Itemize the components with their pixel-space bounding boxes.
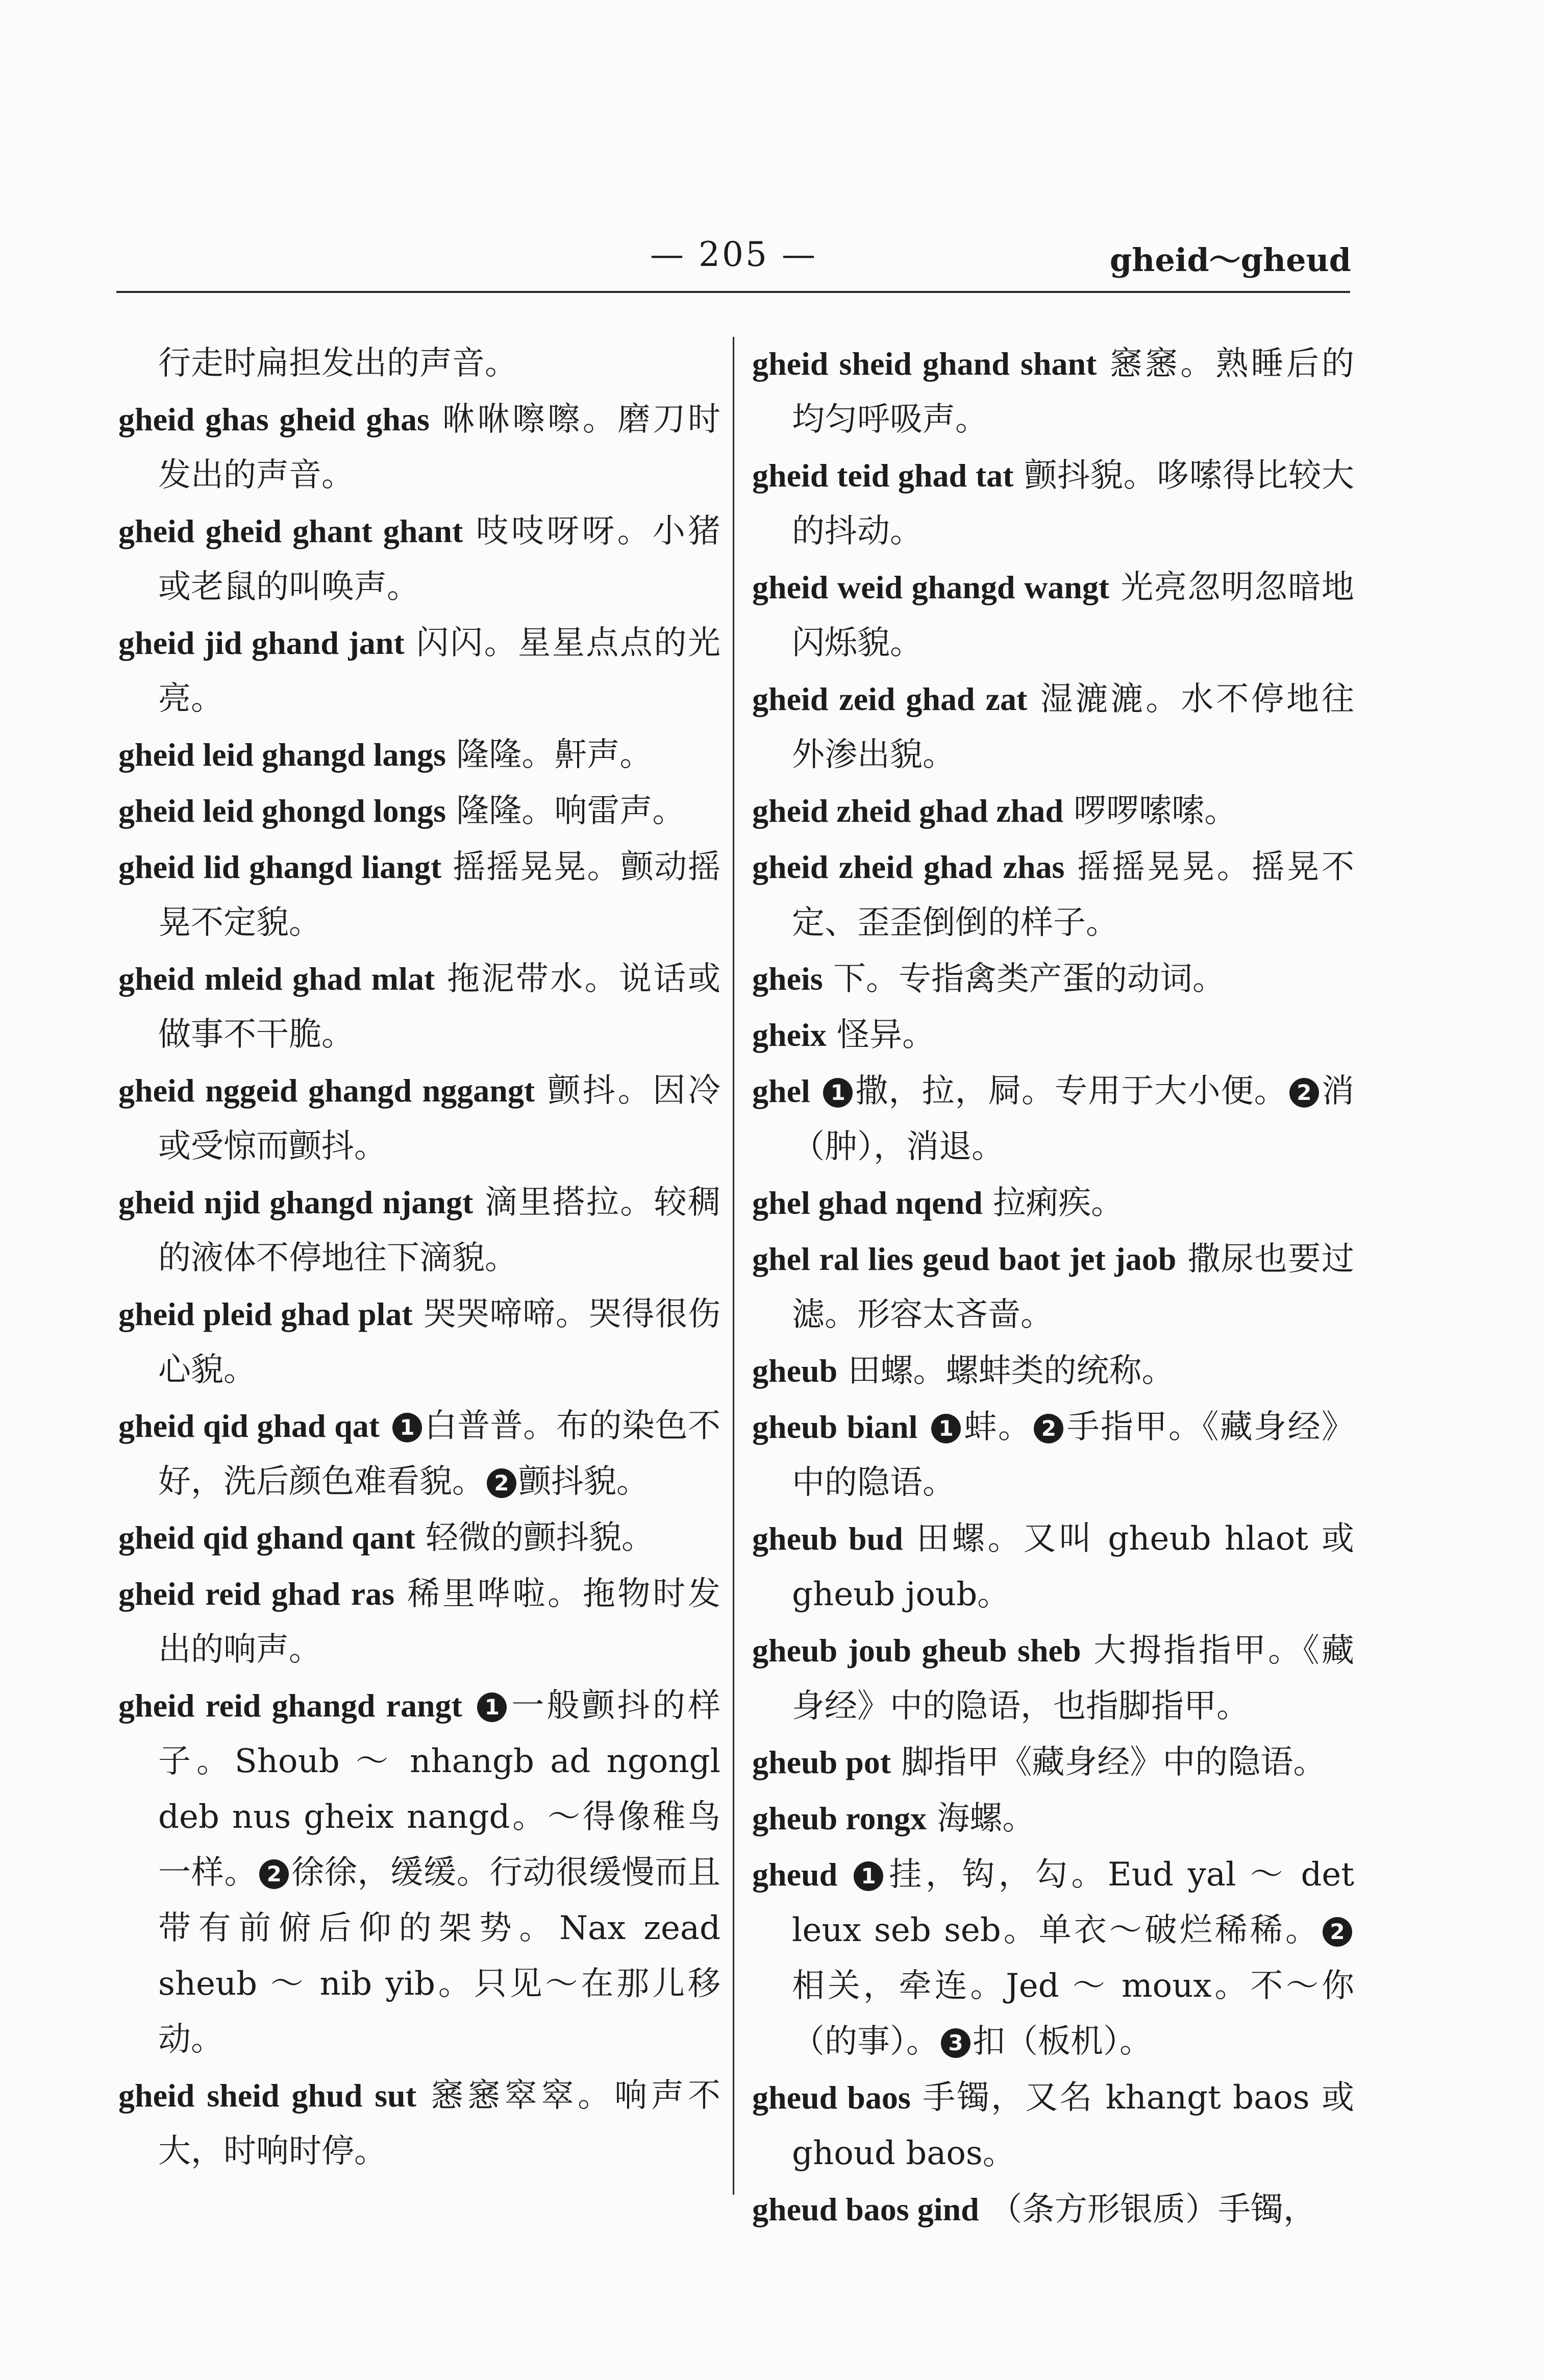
entry-definition: 隆隆。响雷声。 [456, 792, 685, 830]
entry-definition: 海螺。 [937, 1800, 1035, 1837]
dictionary-entry [752, 448, 1354, 559]
entry-headword: ghel [752, 1073, 810, 1109]
dictionary-entry [118, 503, 720, 615]
entry-headword: gheid reid ghad ras [118, 1576, 395, 1612]
entry-headword: gheid mleid ghad mlat [118, 961, 435, 997]
left-column [118, 336, 720, 2255]
entry-headword: gheid sheid ghud sut [118, 2077, 417, 2114]
page-number: — 205 — [650, 235, 817, 274]
entry-definition: 哭哭啼啼。哭得很伤心貌。 [158, 1295, 720, 1389]
entry-definition: 窸窸窣窣。响声不大，时响时停。 [158, 2077, 720, 2170]
right-column [752, 336, 1354, 2255]
entry-definition: 拉痢疾。 [993, 1184, 1124, 1222]
entry-headword: gheid sheid ghand shant [752, 346, 1097, 382]
column-divider [733, 337, 734, 2195]
entry-definition: 下。专指禽类产蛋的动词。 [833, 960, 1226, 998]
entry-definition: 拖泥带水。说话或做事不干脆。 [158, 960, 720, 1053]
entry-definition: 大拇指指甲。《藏身经》中的隐语，也指脚指甲。 [792, 1632, 1354, 1725]
entry-headword: gheud [752, 1856, 838, 1893]
dictionary-entry [118, 839, 720, 951]
sense-number-badge: 1 [931, 1414, 961, 1443]
entry-definition: 摇摇晃晃。颤动摇晃不定貌。 [158, 848, 720, 942]
entry-headword: ghel ral lies geud baot jet jaob [752, 1241, 1177, 1277]
dictionary-entry [118, 1510, 720, 1566]
dictionary-entry [752, 951, 1354, 1007]
dictionary-entry [118, 336, 720, 391]
entry-definition: 窸窸。熟睡后的均匀呼吸声。 [792, 345, 1354, 438]
entry-headword: gheub joub gheub sheb [752, 1632, 1081, 1669]
entry-headword: gheid leid ghangd langs [118, 737, 446, 773]
sense-number-badge: 2 [259, 1859, 289, 1889]
entry-definition: 闪闪。星星点点的光亮。 [158, 624, 720, 718]
entry-headword: gheid pleid ghad plat [118, 1296, 413, 1332]
dictionary-entry [118, 1286, 720, 1398]
entry-definition: 颤抖。因冷或受惊而颤抖。 [158, 1072, 720, 1165]
dictionary-entry [752, 1007, 1354, 1063]
sense-number-badge: 1 [477, 1692, 507, 1722]
entry-headword: gheid njid ghangd njangt [118, 1184, 474, 1220]
sense-definition: 白普普。布的染色不好，洗后颜色难看貌。 [158, 1407, 720, 1501]
entry-headword: gheid qid ghand qant [118, 1519, 415, 1556]
sense-definition: 相关，牵连。Jed ～ moux。不～你（的事）。 [792, 1967, 1354, 2060]
entry-headword: gheud baos [752, 2079, 911, 2116]
entry-headword: gheub bud [752, 1520, 903, 1557]
entry-headword: gheub rongx [752, 1800, 927, 1836]
dictionary-entry [752, 671, 1354, 783]
dictionary-entry [118, 615, 720, 727]
sense-number-badge: 1 [392, 1413, 422, 1442]
entry-headword: ghel ghad nqend [752, 1185, 983, 1221]
dictionary-entry [752, 839, 1354, 951]
sense-definition: 挂，钩，勾。Eud yal ～ det leux seb seb。单衣～破烂稀稀。 [792, 1856, 1354, 1949]
dictionary-entry [118, 391, 720, 503]
entry-headword: gheid zeid ghad zat [752, 681, 1028, 717]
sense-number-badge: 2 [487, 1468, 516, 1498]
dictionary-entry [118, 2068, 720, 2179]
sense-definition: 手指甲。《藏身经》中的隐语。 [792, 1408, 1354, 1502]
sense-definition: 消（肿），消退。 [792, 1072, 1354, 1166]
entry-headword: gheid ghas gheid ghas [118, 401, 430, 437]
dictionary-entry [118, 951, 720, 1063]
entry-definition: （条方形银质）手镯， [989, 2191, 1316, 2228]
dictionary-entry [752, 1623, 1354, 1734]
dictionary-entry [118, 1063, 720, 1174]
dictionary-entry [752, 336, 1354, 448]
entry-definition: 撒尿也要过滤。形容太吝啬。 [792, 1240, 1354, 1334]
dictionary-entry [752, 1399, 1354, 1511]
sense-definition: 一般颤抖的样子。Shoub ～ nhangb ad ngongl deb nus gheix nangd。～得像稚鸟一样。 [158, 1687, 720, 1892]
dictionary-entry [118, 1174, 720, 1286]
entry-definition: 田螺。螺蚌类的统称。 [848, 1352, 1175, 1390]
page-header [116, 225, 1351, 286]
sense-definition: 徐徐，缓缓。行动很缓慢而且带有前俯后仰的架势。Nax zead sheub ～ nib yib。只见～在那儿移动。 [158, 1854, 720, 2058]
entry-headword: gheid lid ghangd liangt [118, 849, 442, 885]
dictionary-entry [752, 559, 1354, 671]
entry-definition: 啰啰嗦嗦。 [1074, 792, 1237, 830]
sense-number-badge: 3 [941, 2028, 970, 2058]
entry-definition: 滴里搭拉。较稠的液体不停地往下滴貌。 [158, 1184, 720, 1277]
sense-definition: 颤抖貌。 [518, 1463, 649, 1501]
entry-headword: gheid gheid ghant ghant [118, 513, 463, 549]
sense-definition: 扣（板机）。 [973, 2023, 1152, 2060]
entry-headword: gheid teid ghad tat [752, 457, 1014, 494]
dictionary-entry [752, 2070, 1354, 2181]
entry-headword: gheis [752, 961, 823, 997]
entry-headword: gheid nggeid ghangd nggangt [118, 1072, 535, 1109]
entry-definition: 行走时扁担发出的声音。 [158, 345, 517, 382]
entry-definition: 吱吱呀呀。小猪或老鼠的叫唤声。 [158, 512, 720, 606]
dictionary-entry [118, 783, 720, 839]
sense-number-badge: 2 [1323, 1917, 1352, 1947]
entry-headword: gheub [752, 1353, 838, 1389]
dictionary-entry [752, 1343, 1354, 1399]
dictionary-entry [752, 1175, 1354, 1231]
dictionary-entry [752, 1063, 1354, 1175]
entry-definition: 颤抖貌。哆嗦得比较大的抖动。 [792, 457, 1354, 550]
entry-definition: 稀里哗啦。拖物时发出的响声。 [158, 1575, 720, 1669]
header-rule [116, 291, 1350, 293]
dictionary-entry [752, 2181, 1354, 2238]
entry-headword: gheid zheid ghad zhad [752, 793, 1063, 829]
entry-headword: gheid qid ghad qat [118, 1408, 380, 1444]
entry-headword: gheid weid ghangd wangt [752, 569, 1110, 605]
entry-headword: gheid leid ghongd longs [118, 793, 446, 829]
dictionary-entry [118, 1398, 720, 1510]
running-head: gheid～gheud [1109, 241, 1351, 279]
dictionary-entry [118, 727, 720, 783]
entry-definition: 咻咻嚓嚓。磨刀时发出的声音。 [158, 401, 720, 494]
entry-headword: gheud baos gind [752, 2191, 979, 2227]
entry-definition: 湿漉漉。水不停地往外渗出貌。 [792, 680, 1354, 774]
entry-headword: gheid jid ghand jant [118, 625, 405, 661]
dictionary-entry [752, 1231, 1354, 1343]
sense-number-badge: 2 [1034, 1414, 1063, 1443]
sense-number-badge: 2 [1289, 1078, 1319, 1108]
dictionary-entry [752, 1847, 1354, 2070]
entry-headword: gheid reid ghangd rangt [118, 1687, 462, 1724]
entry-definition: 怪异。 [837, 1016, 935, 1054]
entry-definition: 田螺。又叫 gheub hlaot 或 gheub joub。 [792, 1520, 1354, 1613]
entry-definition: 轻微的颤抖貌。 [425, 1519, 654, 1557]
entry-headword: gheix [752, 1017, 827, 1053]
dictionary-entry [118, 1678, 720, 2068]
entry-definition: 脚指甲《藏身经》中的隐语。 [901, 1744, 1326, 1781]
dictionary-entry [752, 1734, 1354, 1790]
sense-number-badge: 1 [854, 1861, 883, 1891]
entry-definition: 摇摇晃晃。摇晃不定、歪歪倒倒的样子。 [792, 848, 1354, 942]
entry-headword: gheub bianl [752, 1409, 918, 1445]
sense-number-badge: 1 [823, 1078, 853, 1108]
entry-definition: 光亮忽明忽暗地闪烁貌。 [792, 569, 1354, 662]
sense-definition: 蚌。 [963, 1408, 1032, 1446]
dictionary-entry [752, 783, 1354, 839]
dictionary-entry [752, 1790, 1354, 1847]
entry-definition: 手镯，又名 khangt baos 或 ghoud baos。 [792, 2079, 1354, 2172]
sense-definition: 撒，拉，屙。专用于大小便。 [855, 1072, 1287, 1110]
entry-headword: gheub pot [752, 1744, 891, 1780]
dictionary-entry [752, 1511, 1354, 1623]
entry-definition: 隆隆。鼾声。 [456, 736, 653, 774]
dictionary-entry [118, 1566, 720, 1678]
entry-headword: gheid zheid ghad zhas [752, 849, 1065, 885]
